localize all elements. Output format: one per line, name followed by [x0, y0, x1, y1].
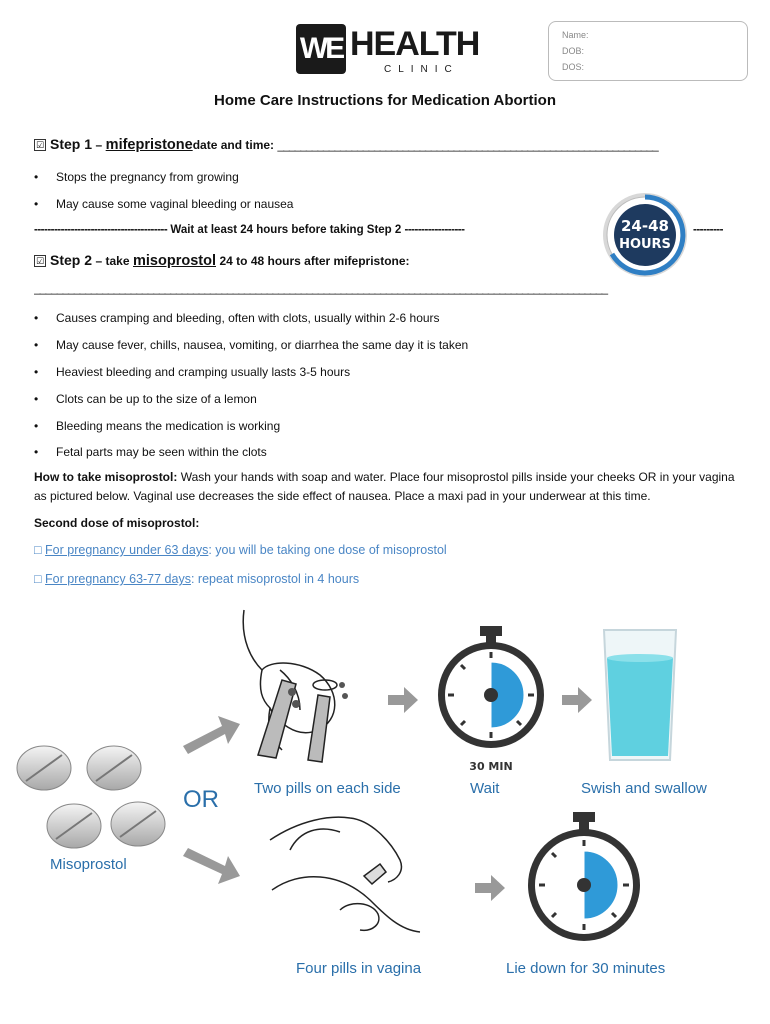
arrow-down-right-icon [183, 848, 240, 884]
pill-icon [17, 746, 71, 790]
option-1-box[interactable]: □ [34, 543, 42, 557]
wait-caption: Wait [470, 780, 500, 797]
name-field-label: Name: [562, 30, 589, 40]
step2-date-line[interactable]: _____________________________________________________________________________________________________ [34, 281, 608, 295]
wait-dashes-right: --------- [693, 224, 723, 236]
option-2-link[interactable]: For pregnancy 63-77 days [45, 572, 191, 586]
misoprostol-caption: Misoprostol [50, 856, 127, 873]
wait-dashes-mid: ------------------ [404, 224, 465, 236]
or-label: OR [183, 786, 219, 813]
step2-heading [34, 252, 410, 269]
option-2-text: : repeat misoprostol in 4 hours [190, 572, 360, 586]
option-1-text: : you will be taking one dose of misoprostol [208, 543, 447, 557]
wait-divider [34, 224, 464, 236]
pill-icon [47, 804, 101, 848]
step2-checkbox[interactable]: ☑ [35, 256, 45, 266]
step1-heading [34, 136, 658, 153]
step1-date-line[interactable]: ___________________________________________________________________ [277, 138, 658, 152]
logo-we-mark: WE [296, 24, 346, 74]
list-item: • May cause some vaginal bleeding or nausea [56, 197, 293, 211]
two-pills-caption: Two pills on each side [254, 780, 401, 797]
step1-checkbox[interactable]: ☑ [35, 140, 45, 150]
24-48-hours-badge-icon [600, 190, 690, 280]
patient-info-box [548, 21, 748, 81]
lie-down-caption: Lie down for 30 minutes [506, 960, 666, 977]
glass-of-water-icon [604, 630, 676, 760]
list-item: • May cause fever, chills, nausea, vomiting, or diarrhea the same day it is taken [56, 338, 468, 352]
second-dose-option-2[interactable] [34, 572, 359, 586]
second-dose-option-1[interactable] [34, 543, 447, 557]
wait-text: Wait at least 24 hours before taking Step 2 [170, 224, 402, 236]
hands-illustration-icon [270, 817, 420, 932]
pill-icon [111, 802, 165, 846]
how-to-text: Wash your hands with soap and water. Place four misoprostol pills inside your cheeks OR in your vagina as pictured below. Vaginal use decreases the side effect of nausea. Place a maxi pad in your underwear at this time. [34, 470, 735, 503]
second-dose-label: Second dose of misoprostol: [34, 516, 200, 530]
dob-field-label: DOB: [562, 46, 585, 56]
badge-top-text: 24-48 [621, 217, 669, 235]
page-title: Home Care Instructions for Medication Abortion [214, 92, 556, 109]
list-item: • Clots can be up to the size of a lemon [56, 392, 257, 406]
badge-bottom-text: HOURS [619, 237, 671, 252]
dos-field-label: DOS: [562, 62, 585, 72]
step2-label: Step 2 [50, 252, 93, 268]
arrow-right-icon [562, 687, 592, 713]
option-1-link[interactable]: For pregnancy under 63 days [45, 543, 209, 557]
wait-dashes-left: ---------------------------------------- [34, 224, 168, 236]
list-item: • Stops the pregnancy from growing [56, 170, 239, 184]
timer-30-min-icon [438, 626, 544, 748]
step1-dash: – [95, 138, 103, 152]
list-item: • Heaviest bleeding and cramping usually lasts 3-5 hours [56, 365, 350, 379]
step1-label: Step 1 [50, 136, 93, 152]
pill-icon [87, 746, 141, 790]
mouth-illustration-icon [243, 610, 348, 762]
arrow-up-right-icon [183, 716, 240, 754]
how-to-label: How to take misoprostol: [34, 470, 178, 484]
timer-30-min-icon [528, 812, 640, 941]
logo-clinic-text: CLINIC [384, 64, 459, 75]
arrow-right-icon [475, 875, 505, 901]
arrow-right-icon [388, 687, 418, 713]
list-item: • Bleeding means the medication is working [56, 419, 280, 433]
timer-label: 30 MIN [469, 760, 513, 773]
step2-pre: – take [95, 254, 130, 268]
list-item: • Fetal parts may be seen within the clots [56, 445, 267, 459]
step1-suffix: date and time: [192, 138, 275, 152]
step1-drug: mifepristone [105, 137, 193, 153]
four-pills-caption: Four pills in vagina [296, 960, 422, 977]
how-to-paragraph [34, 468, 739, 506]
logo-health-text: HEALTH [350, 25, 480, 63]
step2-suffix: 24 to 48 hours after mifepristone: [219, 254, 410, 268]
list-item: • Causes cramping and bleeding, often with clots, usually within 2-6 hours [56, 311, 440, 325]
option-2-box[interactable]: □ [34, 572, 42, 586]
swish-caption: Swish and swallow [581, 780, 707, 797]
step2-drug: misoprostol [133, 253, 216, 269]
